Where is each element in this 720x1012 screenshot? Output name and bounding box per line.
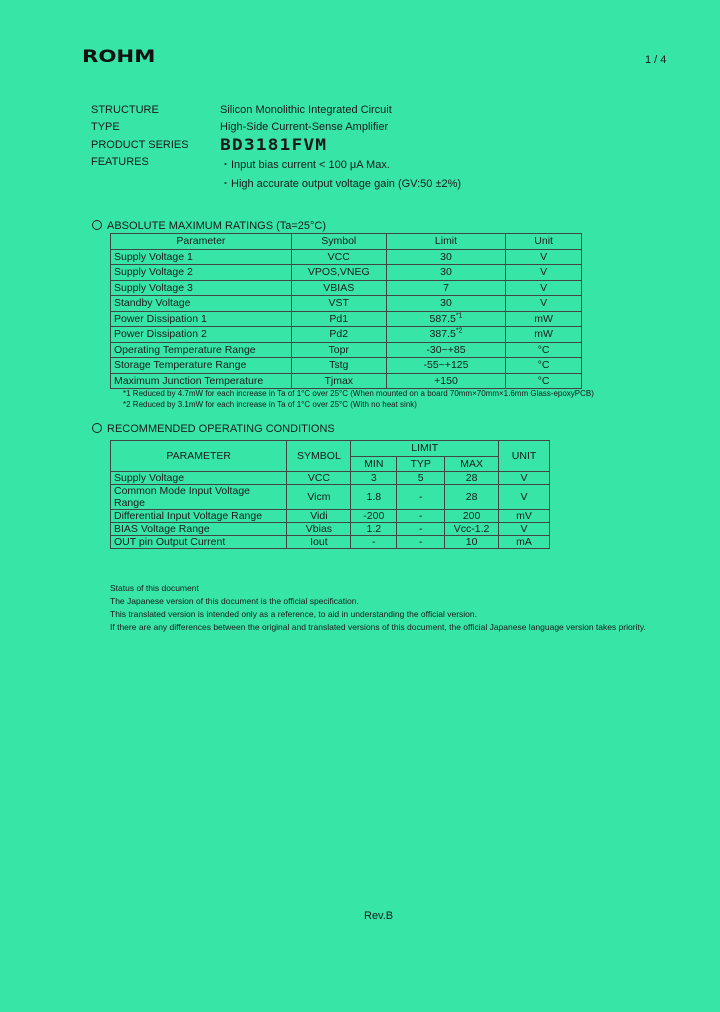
table-row xyxy=(111,510,550,523)
cell-param: Differential Input Voltage Range xyxy=(111,510,287,523)
cell-typ: - xyxy=(397,523,445,536)
rec-section-title xyxy=(92,423,335,435)
table-row xyxy=(111,485,550,510)
cell-limit-text: 30 xyxy=(440,266,452,279)
cell-symbol: Vidi xyxy=(287,510,351,523)
cell-typ: - xyxy=(397,536,445,549)
abs-max-section-title xyxy=(92,220,326,232)
cell-parameter xyxy=(111,280,292,296)
cell-symbol xyxy=(291,342,386,358)
cell-parameter xyxy=(111,342,292,358)
cell-unit-text: V xyxy=(540,281,548,294)
cell-max: 10 xyxy=(445,536,499,549)
table-row xyxy=(111,249,582,265)
cell-parameter xyxy=(111,311,292,327)
cell-symbol-text: Tjmax xyxy=(324,374,354,387)
page-number: 1 / 4 xyxy=(645,54,667,66)
cell-parameter-text: Supply Voltage 3 xyxy=(114,281,193,294)
col-header-unit: Unit xyxy=(506,234,582,250)
status-line: The Japanese version of this document is the official specification. xyxy=(110,596,359,606)
table-row xyxy=(111,265,582,281)
cell-unit xyxy=(506,373,582,389)
cell-limit-text: 30 xyxy=(440,297,452,310)
status-line: Status of this document xyxy=(110,583,199,593)
feature-1: ・Input bias current < 100 μA Max. xyxy=(220,159,390,171)
col-header-symbol: SYMBOL xyxy=(287,441,351,472)
product-name: BD3181FVM xyxy=(220,135,328,154)
cell-unit: V xyxy=(499,472,550,485)
cell-max: 200 xyxy=(445,510,499,523)
cell-unit: V xyxy=(499,523,550,536)
cell-param: OUT pin Output Current xyxy=(111,536,287,549)
cell-parameter xyxy=(111,249,292,265)
footnote-marker: *2 xyxy=(455,327,463,335)
cell-limit-text: 30 xyxy=(440,250,452,263)
cell-typ: 5 xyxy=(397,472,445,485)
cell-parameter-text: Storage Temperature Range xyxy=(114,359,247,372)
cell-limit xyxy=(386,265,506,281)
cell-unit xyxy=(506,327,582,343)
cell-parameter xyxy=(111,327,292,343)
cell-symbol: Iout xyxy=(287,536,351,549)
cell-unit-text: V xyxy=(540,297,548,310)
cell-limit-text: 387.5 xyxy=(429,328,456,341)
cell-min: 3 xyxy=(351,472,397,485)
cell-symbol-text: VBIAS xyxy=(323,281,355,294)
cell-symbol xyxy=(291,358,386,374)
cell-limit xyxy=(386,327,506,343)
cell-max: 28 xyxy=(445,472,499,485)
cell-symbol xyxy=(291,249,386,265)
cell-limit-text: 587.5 xyxy=(429,312,456,325)
table-row xyxy=(111,523,550,536)
cell-symbol-text: Pd2 xyxy=(329,328,349,341)
cell-unit-text: °C xyxy=(537,359,550,372)
spec-value-type: High-Side Current-Sense Amplifier xyxy=(220,121,389,133)
cell-limit-text: -55~+125 xyxy=(423,359,469,372)
cell-unit: mA xyxy=(499,536,550,549)
rec-operating-table xyxy=(110,440,550,549)
cell-parameter-text: Maximum Junction Temperature xyxy=(114,374,264,387)
col-header-symbol: Symbol xyxy=(291,234,386,250)
cell-parameter xyxy=(111,296,292,312)
cell-unit-text: mW xyxy=(534,328,553,341)
col-header-limit: Limit xyxy=(386,234,506,250)
col-header-typ: TYP xyxy=(397,456,445,472)
cell-limit xyxy=(386,342,506,358)
cell-symbol: VCC xyxy=(287,472,351,485)
table-row xyxy=(111,327,582,343)
cell-symbol xyxy=(291,280,386,296)
table-row xyxy=(111,472,550,485)
cell-unit-text: °C xyxy=(537,374,550,387)
footnote-2: *2 Reduced by 3.1mW for each increase in Ta of 1°C over 25°C (With no heat sink) xyxy=(123,400,417,409)
cell-unit: V xyxy=(499,485,550,510)
table-row xyxy=(111,311,582,327)
cell-parameter-text: Power Dissipation 2 xyxy=(114,328,207,341)
cell-unit xyxy=(506,358,582,374)
footnote-marker: *1 xyxy=(455,312,463,320)
cell-limit xyxy=(386,296,506,312)
rohm-logo: ROHM xyxy=(82,47,156,67)
cell-min: -200 xyxy=(351,510,397,523)
cell-symbol-text: Pd1 xyxy=(329,312,349,325)
cell-param: Common Mode Input Voltage Range xyxy=(111,485,287,510)
cell-limit-text: +150 xyxy=(434,374,458,387)
cell-symbol-text: VPOS,VNEG xyxy=(307,266,370,279)
cell-max: Vcc-1.2 xyxy=(445,523,499,536)
cell-parameter xyxy=(111,373,292,389)
cell-parameter xyxy=(111,265,292,281)
cell-parameter xyxy=(111,358,292,374)
table-row xyxy=(111,536,550,549)
revision-label: Rev.B xyxy=(364,910,394,922)
cell-symbol-text: VST xyxy=(328,297,349,310)
cell-parameter-text: Power Dissipation 1 xyxy=(114,312,207,325)
cell-unit-text: V xyxy=(540,250,548,263)
cell-typ: - xyxy=(397,485,445,510)
abs-max-table xyxy=(110,233,582,389)
rec-title-text: RECOMMENDED OPERATING CONDITIONS xyxy=(107,423,335,435)
status-block xyxy=(110,582,646,634)
cell-min: 1.8 xyxy=(351,485,397,510)
footnote-1: *1 Reduced by 4.7mW for each increase in Ta of 1°C over 25°C (When mounted on a board 70mm×70mm×1.6mm Glass-epoxyPCB) xyxy=(123,389,594,398)
table-row xyxy=(111,373,582,389)
cell-param: Supply Voltage xyxy=(111,472,287,485)
cell-limit xyxy=(386,311,506,327)
col-header-unit: UNIT xyxy=(499,441,550,472)
cell-parameter-text: Supply Voltage 1 xyxy=(114,250,193,263)
spec-label-features: FEATURES xyxy=(91,156,149,168)
cell-symbol xyxy=(291,265,386,281)
spec-label-structure: STRUCTURE xyxy=(91,104,159,116)
bullet-circle-icon xyxy=(92,423,102,433)
cell-parameter-text: Operating Temperature Range xyxy=(114,343,256,356)
cell-unit-text: °C xyxy=(537,343,550,356)
cell-limit xyxy=(386,358,506,374)
cell-unit xyxy=(506,296,582,312)
spec-label-product-series: PRODUCT SERIES xyxy=(91,139,189,151)
bullet-circle-icon xyxy=(92,220,102,230)
table-header-row xyxy=(111,234,582,250)
cell-limit xyxy=(386,249,506,265)
col-header-min: MIN xyxy=(351,456,397,472)
abs-max-title-text: ABSOLUTE MAXIMUM RATINGS (Ta=25°C) xyxy=(107,220,327,232)
cell-max: 28 xyxy=(445,485,499,510)
cell-symbol xyxy=(291,327,386,343)
cell-parameter-text: Supply Voltage 2 xyxy=(114,266,193,279)
cell-unit xyxy=(506,249,582,265)
cell-limit-text: 7 xyxy=(443,281,449,294)
cell-unit-text: mW xyxy=(534,312,553,325)
cell-limit xyxy=(386,373,506,389)
cell-symbol: Vicm xyxy=(287,485,351,510)
cell-symbol xyxy=(291,311,386,327)
cell-unit-text: V xyxy=(540,266,548,279)
cell-symbol-text: Tstg xyxy=(329,359,349,372)
spec-value-structure: Silicon Monolithic Integrated Circuit xyxy=(220,104,392,116)
cell-unit xyxy=(506,342,582,358)
cell-limit-text: -30~+85 xyxy=(426,343,466,356)
col-header-parameter: PARAMETER xyxy=(111,441,287,472)
cell-symbol-text: Topr xyxy=(328,343,349,356)
table-row xyxy=(111,342,582,358)
cell-unit xyxy=(506,311,582,327)
cell-param: BIAS Voltage Range xyxy=(111,523,287,536)
cell-symbol xyxy=(291,296,386,312)
cell-limit xyxy=(386,280,506,296)
cell-typ: - xyxy=(397,510,445,523)
status-line: If there are any differences between the original and translated versions of this document, the official Japanese language version takes priority. xyxy=(110,622,646,632)
col-header-parameter: Parameter xyxy=(111,234,292,250)
table-row xyxy=(111,280,582,296)
cell-symbol-text: VCC xyxy=(327,250,350,263)
cell-symbol xyxy=(291,373,386,389)
col-header-max: MAX xyxy=(445,456,499,472)
cell-unit xyxy=(506,280,582,296)
cell-unit xyxy=(506,265,582,281)
cell-symbol: Vbias xyxy=(287,523,351,536)
table-row xyxy=(111,296,582,312)
cell-min: - xyxy=(351,536,397,549)
status-line: This translated version is intended only as a reference, to aid in understanding the official version. xyxy=(110,609,477,619)
cell-parameter-text: Standby Voltage xyxy=(114,297,191,310)
spec-label-type: TYPE xyxy=(91,121,120,133)
table-header-row xyxy=(111,441,550,457)
cell-unit: mV xyxy=(499,510,550,523)
col-header-limit: LIMIT xyxy=(351,441,499,457)
cell-min: 1.2 xyxy=(351,523,397,536)
table-row xyxy=(111,358,582,374)
feature-2: ・High accurate output voltage gain (GV:50 ±2%) xyxy=(220,178,462,190)
